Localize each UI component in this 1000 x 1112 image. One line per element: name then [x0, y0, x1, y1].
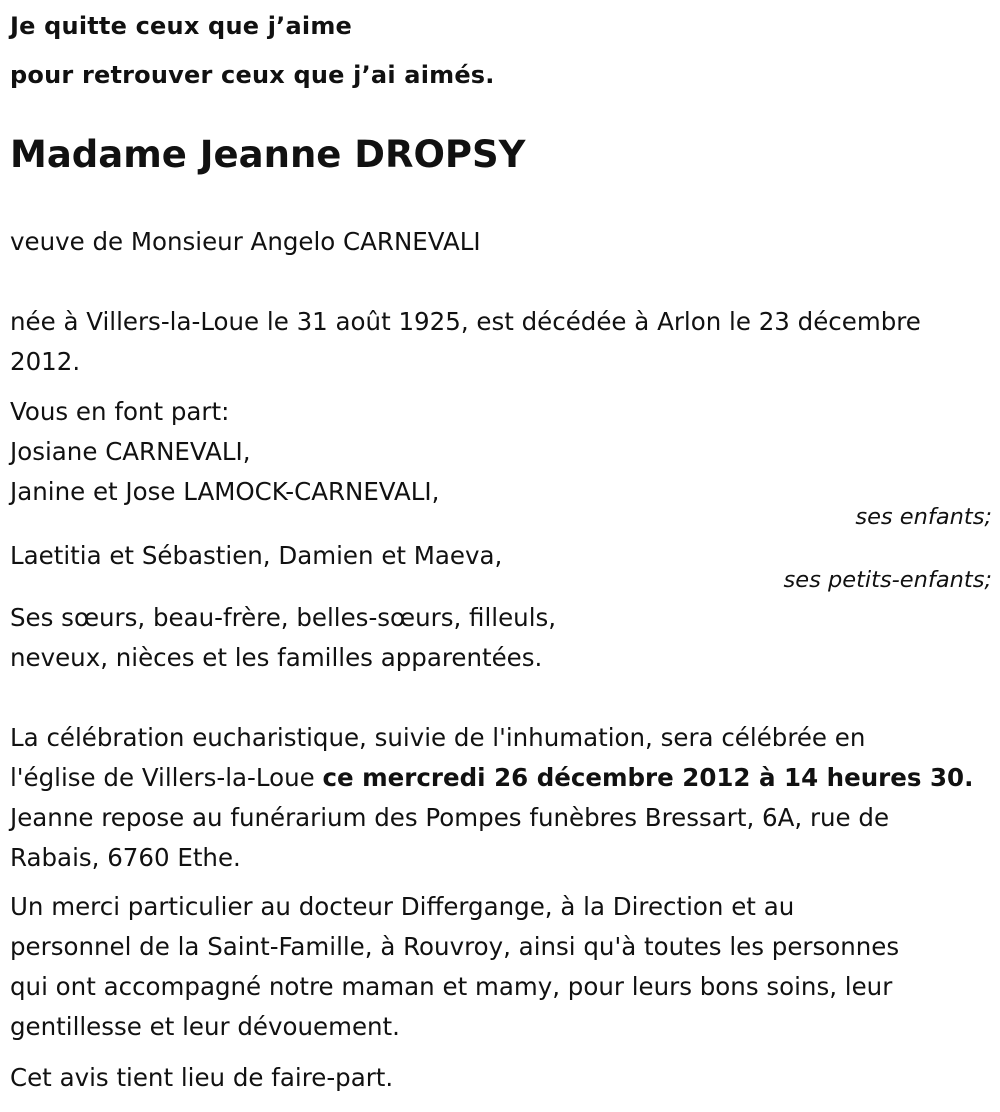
epigraph-line-2: pour retrouver ceux que j’ai aimés. — [10, 61, 495, 89]
closing-text: Cet avis tient lieu de faire-part. — [10, 1063, 394, 1092]
repose-line-2: Rabais, 6760 Ethe. — [10, 843, 241, 872]
ceremony-line-2 — [10, 758, 992, 798]
ceremony-place: l'église de Villers-la-Loue — [10, 763, 323, 792]
thanks-line-1: Un merci particulier au docteur Differgange, à la Direction et au — [10, 892, 795, 921]
grandchildren-label: ses petits-enfants; — [783, 567, 992, 593]
thanks-line-4: gentillesse et leur dévouement. — [10, 1012, 400, 1041]
announce-intro: Vous en font part: — [10, 397, 230, 426]
epigraph-line-1: Je quitte ceux que j’aime — [10, 12, 353, 40]
family-line-1: Ses sœurs, beau-frère, belles-sœurs, filleuls, — [10, 603, 557, 632]
ceremony-datetime: ce mercredi 26 décembre 2012 à 14 heures 30. — [322, 763, 974, 792]
thanks-line-3: qui ont accompagné notre maman et mamy, pour leurs bons soins, leur — [10, 972, 893, 1001]
grandchildren: Laetitia et Sébastien, Damien et Maeva, — [10, 541, 503, 570]
ceremony-line-1: La célébration eucharistique, suivie de l'inhumation, sera célébrée en — [10, 723, 866, 752]
family-line-2: neveux, nièces et les familles apparentées. — [10, 643, 543, 672]
birth-death-text: née à Villers-la-Loue le 31 août 1925, est décédée à Arlon le 23 décembre 2012. — [10, 307, 921, 376]
thanks-line-2: personnel de la Saint-Famille, à Rouvroy, ainsi qu'à toutes les personnes — [10, 932, 900, 961]
child-2: Janine et Jose LAMOCK-CARNEVALI, — [10, 477, 440, 506]
widow-of: veuve de Monsieur Angelo CARNEVALI — [10, 227, 481, 256]
deceased-name: Madame Jeanne DROPSY — [10, 133, 526, 176]
children-label: ses enfants; — [855, 504, 992, 530]
child-1: Josiane CARNEVALI, — [10, 437, 251, 466]
repose-line-1: Jeanne repose au funérarium des Pompes funèbres Bressart, 6A, rue de — [10, 803, 890, 832]
